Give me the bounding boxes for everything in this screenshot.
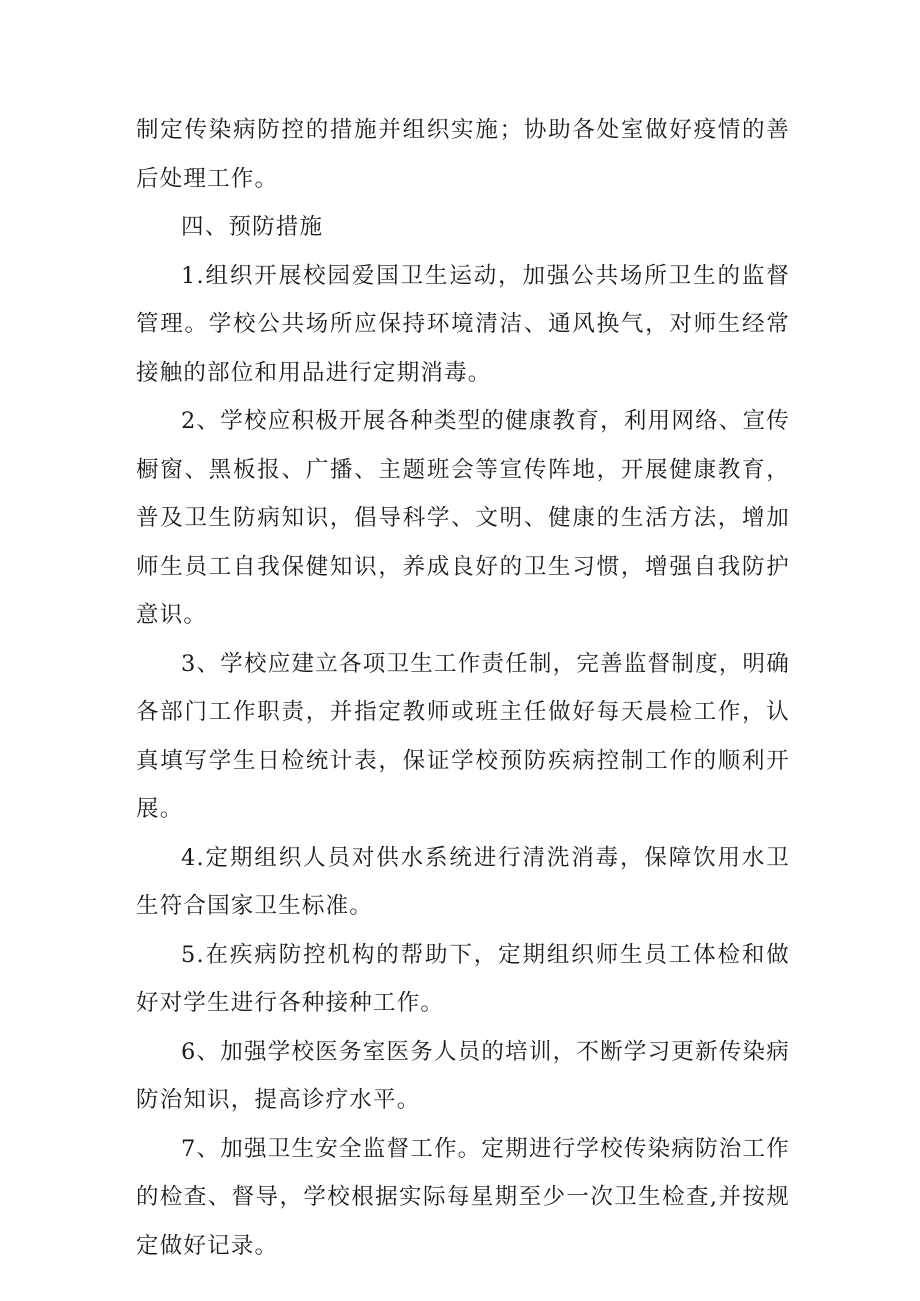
section-heading: 四、预防措施	[181, 214, 324, 240]
paragraph-item-2: 2、学校应积极开展各种类型的健康教育，利用网络、宣传橱窗、黑板报、广播、主题班会等宣传阵地，开展健康教育，普及卫生防病知识，倡导科学、文明、健康的生活方法，增加师生员工自我保健知识，养成良好的卫生习惯，增强自我防护意识。	[136, 408, 790, 628]
paragraph-item-5: 5.在疾病防控机构的帮助下，定期组织师生员工体检和做好对学生进行各种接种工作。	[136, 941, 790, 1016]
paragraph-item-7: 7、加强卫生安全监督工作。定期进行学校传染病防治工作的检查、督导，学校根据实际每星期至少一次卫生检查,并按规定做好记录。	[136, 1135, 790, 1259]
paragraph-item-6: 6、加强学校医务室医务人员的培训，不断学习更新传染病防治知识，提高诊疗水平。	[136, 1038, 790, 1113]
document-body	[136, 106, 790, 1270]
paragraph-item-4: 4.定期组织人员对供水系统进行清洗消毒，保障饮用水卫生符合国家卫生标准。	[136, 844, 790, 919]
paragraph-item-3: 3、学校应建立各项卫生工作责任制，完善监督制度，明确各部门工作职责，并指定教师或班主任做好每天晨检工作，认真填写学生日检统计表，保证学校预防疾病控制工作的顺利开展。	[136, 650, 790, 822]
paragraph-item-1: 1.组织开展校园爱国卫生运动，加强公共场所卫生的监督管理。学校公共场所应保持环境清洁、通风换气，对师生经常接触的部位和用品进行定期消毒。	[136, 262, 790, 386]
paragraph-continuation: 制定传染病防控的措施并组织实施；协助各处室做好疫情的善后处理工作。	[136, 117, 790, 192]
